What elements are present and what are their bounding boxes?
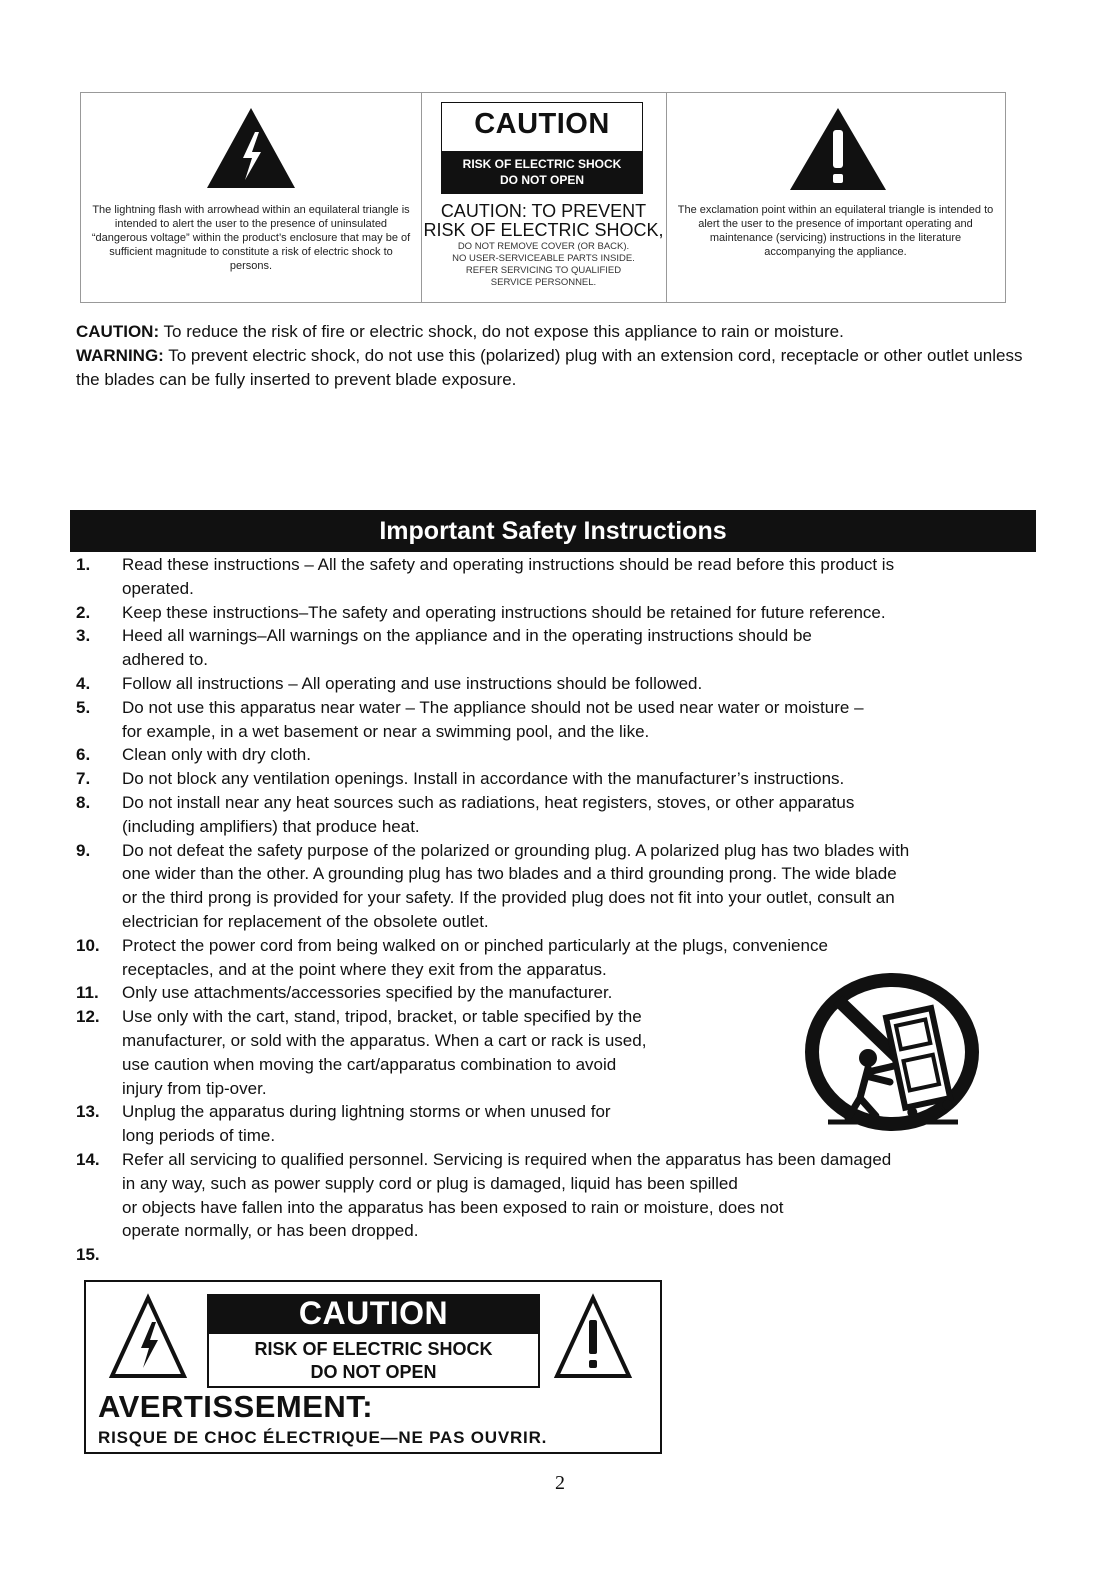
instruction-text-line: manufacturer, or sold with the apparatus. When a cart or rack is used,	[122, 1030, 647, 1050]
instruction-text-line: electrician for replacement of the obsolete outlet.	[122, 911, 489, 931]
instruction-number: 1.	[76, 555, 91, 574]
caution-risk-bar	[442, 151, 642, 193]
instruction-number: 15.	[76, 1245, 100, 1265]
caution-symbols-box	[80, 92, 1006, 303]
caution-label-box	[441, 102, 643, 194]
service-notice-line4: SERVICE PERSONNEL.	[490, 277, 597, 288]
lightning-triangle-icon	[205, 106, 297, 190]
bottom-caution-risk	[207, 1332, 540, 1388]
instruction-text-line: or objects have fallen into the apparatus has been exposed to rain or moisture, does not	[122, 1197, 784, 1217]
exclamation-description: The exclamation point within an equilateral triangle is intended to alert the user to the presence of important operating and maintenance (servicing) instructions in the literature accompanying the appliance.	[677, 204, 994, 258]
instruction-text-line: Do not defeat the safety purpose of the polarized or grounding plug. A polarized plug has two blades with	[122, 840, 910, 860]
page-number: 2	[555, 1472, 565, 1494]
instruction-text-line: Use only with the cart, stand, tripod, bracket, or table specified by the	[122, 1007, 642, 1027]
caution-center-panel	[421, 93, 667, 302]
prevent-line1: CAUTION: TO PREVENT	[440, 201, 647, 221]
instruction-text-line: in any way, such as power supply cord or plug is damaged, liquid has been spilled	[122, 1173, 738, 1193]
instruction-text-line: Only use attachments/accessories specified by the manufacturer.	[122, 983, 613, 1003]
cart-tip-over-warning-icon	[798, 972, 982, 1136]
instruction-item	[76, 624, 1036, 672]
service-notice-line3: REFER SERVICING TO QUALIFIED	[465, 265, 622, 276]
instruction-item	[76, 601, 1036, 625]
instruction-text-line: receptacles, and at the point where they exit from the apparatus.	[122, 959, 607, 979]
warning-label: WARNING:	[76, 346, 164, 365]
instruction-text-line: Do not use this apparatus near water – The appliance should not be used near water or moisture –	[122, 697, 864, 717]
instruction-number: 12.	[76, 1007, 100, 1027]
instruction-text-line: injury from tip-over.	[122, 1078, 267, 1098]
instruction-item	[76, 791, 1036, 839]
warning-notice-text: To prevent electric shock, do not use this (polarized) plug with an extension cord, receptacle or other outlet unless the blades can be fully inserted to prevent blade exposure.	[76, 346, 1023, 389]
instruction-item	[76, 767, 1036, 791]
instruction-text-line: Clean only with dry cloth.	[122, 745, 311, 765]
risque-text: RISQUE DE CHOC ÉLECTRIQUE—NE PAS OUVRIR.	[98, 1428, 548, 1447]
instruction-text-line: (including amplifiers) that produce heat.	[122, 816, 420, 836]
caution-warning-notice	[76, 320, 1036, 392]
instruction-item	[76, 1148, 1036, 1243]
instruction-item	[76, 553, 1036, 601]
safety-instructions-banner: Important Safety Instructions	[70, 510, 1036, 552]
instruction-text-line: use caution when moving the cart/apparatus combination to avoid	[122, 1054, 617, 1074]
instruction-number: 13.	[76, 1102, 100, 1122]
instruction-text-line: Protect the power cord from being walked on or pinched particularly at the plugs, convenience	[122, 935, 828, 955]
instruction-text-line: one wider than the other. A grounding plug has two blades and a third grounding prong. The wide blade	[122, 864, 897, 884]
instructions-list	[76, 553, 1036, 1267]
instruction-text-line: for example, in a wet basement or near a swimming pool, and the like.	[122, 721, 650, 741]
instruction-number: 11.	[76, 983, 99, 1003]
bilingual-caution-label	[84, 1280, 662, 1454]
instruction-text-line: operate normally, or has been dropped.	[122, 1221, 419, 1241]
service-notice	[425, 241, 662, 289]
instruction-item	[76, 1243, 1036, 1267]
instruction-item	[76, 839, 1036, 934]
instruction-number: 4.	[76, 673, 91, 693]
instruction-item	[76, 743, 1036, 767]
lightning-symbol-panel	[81, 93, 422, 302]
exclamation-triangle-icon	[788, 106, 888, 192]
instruction-text-line: Do not install near any heat sources such as radiations, heat registers, stoves, or other apparatus	[122, 792, 855, 812]
lightning-description: The lightning flash with arrowhead within an equilateral triangle is intended to alert the user to the presence of uninsulated “dangerous voltage” within the product’s enclosure that may be of sufficient magnitude to constitute a risk of electric shock to persons.	[91, 204, 411, 272]
warning-notice	[76, 344, 1036, 392]
avertissement-heading: AVERTISSEMENT:	[98, 1389, 374, 1424]
instruction-number: 5.	[76, 697, 91, 717]
instruction-text-line: Follow all instructions – All operating and use instructions should be followed.	[122, 673, 703, 693]
bottom-caution-title: CAUTION	[207, 1294, 540, 1332]
caution-notice-text: To reduce the risk of fire or electric shock, do not expose this appliance to rain or moisture.	[159, 322, 844, 341]
instruction-number: 6.	[76, 745, 91, 765]
caution-bar-line1: RISK OF ELECTRIC SHOCK	[462, 157, 622, 171]
lightning-triangle-icon	[108, 1292, 188, 1382]
instruction-text-line	[122, 1243, 1036, 1267]
instruction-item	[76, 672, 1036, 696]
instruction-text-line: Do not block any ventilation openings. Install in accordance with the manufacturer’s instructions.	[122, 769, 845, 789]
instruction-number: 8.	[76, 792, 91, 812]
caution-bar-line2: DO NOT OPEN	[499, 173, 584, 187]
bottom-risk-line1: RISK OF ELECTRIC SHOCK	[254, 1339, 493, 1359]
instruction-text-line: long periods of time.	[122, 1126, 276, 1146]
instruction-text-line: or the third prong is provided for your safety. If the provided plug does not fit into your outlet, consult an	[122, 888, 895, 908]
instruction-text-line: Refer all servicing to qualified personnel. Servicing is required when the apparatus has been damaged	[122, 1149, 892, 1169]
instruction-number: 10.	[76, 935, 100, 955]
bottom-risk-line2: DO NOT OPEN	[310, 1362, 437, 1382]
service-notice-line2: NO USER-SERVICEABLE PARTS INSIDE.	[452, 253, 635, 264]
caution-title: CAUTION	[474, 108, 610, 140]
instruction-item	[76, 696, 1036, 744]
service-notice-line1: DO NOT REMOVE COVER (OR BACK).	[457, 241, 630, 252]
instruction-number: 2.	[76, 602, 91, 622]
caution-label: CAUTION:	[76, 322, 160, 341]
instruction-number: 7.	[76, 769, 91, 789]
instruction-number: 9.	[76, 840, 91, 860]
instruction-text-line: Heed all warnings–All warnings on the appliance and in the operating instructions should be	[122, 626, 812, 646]
exclamation-symbol-panel	[666, 93, 1005, 302]
caution-notice	[76, 320, 1036, 344]
instruction-text-line: operated.	[122, 578, 194, 598]
instruction-number: 14.	[76, 1149, 100, 1169]
instruction-text-line: Unplug the apparatus during lightning storms or when unused for	[122, 1102, 611, 1122]
prevent-line2: RISK OF ELECTRIC SHOCK,	[423, 220, 664, 240]
instruction-number: 3.	[76, 626, 91, 646]
instruction-text-line: Read these instructions – All the safety and operating instructions should be read before this product is	[122, 555, 895, 574]
instruction-text-line: Keep these instructions–The safety and operating instructions should be retained for future reference.	[122, 602, 886, 622]
instruction-text-line: adhered to.	[122, 650, 209, 670]
exclamation-triangle-icon	[553, 1292, 633, 1382]
